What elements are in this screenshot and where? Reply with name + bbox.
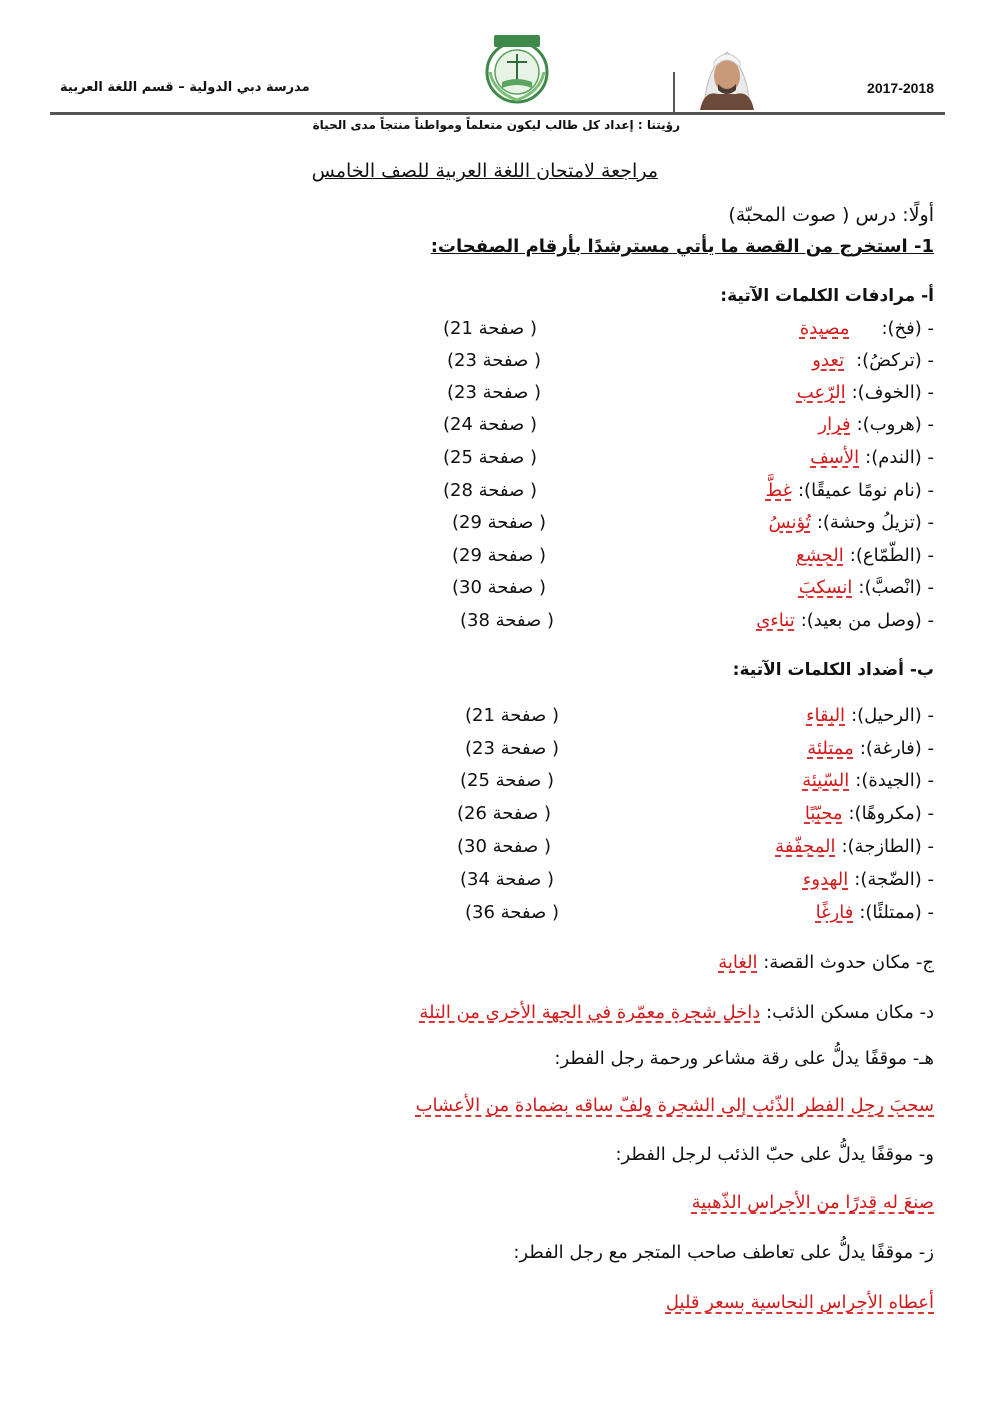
- synonym-answer: غطَّ: [765, 480, 792, 501]
- synonym-row: [799, 577, 934, 607]
- synonym-row: [812, 350, 934, 380]
- school-logo: [474, 32, 560, 108]
- antonym-word: - (الرحيل):: [851, 705, 934, 726]
- item-e-answer: سحبَ رجل الفطر الذّئب إلى الشجرة ولفّ ساقه بضمادة من الأعشاب: [415, 1095, 934, 1116]
- antonym-answer: السّيئة: [802, 770, 850, 791]
- page-ref: ( صفحة 28): [443, 480, 538, 501]
- question-1-heading: 1- استخرج من القصة ما يأتي مسترشدًا بأرقام الصفحات:: [430, 236, 934, 257]
- antonym-row: [802, 770, 934, 800]
- antonym-answer: محبّبًا: [804, 803, 843, 824]
- synonym-answer: الأسف: [810, 447, 860, 468]
- page-ref: ( صفحة 29): [452, 512, 547, 533]
- page-ref: ( صفحة 36): [465, 902, 560, 923]
- page-ref: ( صفحة 30): [457, 836, 552, 857]
- school-department-name: مدرسة دبي الدولية – قسم اللغة العربية: [60, 80, 310, 95]
- page-ref: ( صفحة 26): [457, 803, 552, 824]
- antonyms-heading: ب- أضداد الكلمات الآتية:: [732, 660, 934, 680]
- antonym-row: [816, 902, 934, 932]
- page-ref: ( صفحة 23): [447, 382, 542, 403]
- synonym-word: - (نام نومًا عميقًا):: [797, 480, 934, 501]
- synonym-word: - (فخ):: [881, 318, 934, 339]
- synonym-answer: مصيدة: [799, 318, 850, 339]
- item-c-answer: الغابة: [718, 952, 758, 973]
- antonym-answer: البقاء: [806, 705, 846, 726]
- antonym-word: - (الضّجة):: [854, 869, 934, 890]
- header-divider: [673, 72, 675, 112]
- item-d-label: د- مكان مسكن الذئب:: [766, 1002, 934, 1023]
- item-g-answer: أعطاه الأجراس النحاسية بسعر قليل: [665, 1292, 934, 1313]
- synonym-answer: فرار: [818, 414, 851, 435]
- synonym-answer: انسكبَ: [798, 577, 853, 598]
- academic-year: 2017-2018: [867, 80, 934, 96]
- item-d: [419, 1002, 934, 1023]
- synonym-word: - (الخوف):: [851, 382, 934, 403]
- page-ref: ( صفحة 24): [443, 414, 538, 435]
- antonym-word: - (فارغة):: [859, 738, 934, 759]
- synonym-answer: تعدو: [812, 350, 845, 371]
- page-title: مراجعة لامتحان اللغة العربية للصف الخامس: [311, 160, 658, 182]
- synonym-answer: الرّعب: [796, 382, 846, 403]
- page-ref: ( صفحة 21): [443, 318, 538, 339]
- synonym-word: - (انْصبَّ):: [858, 577, 934, 598]
- item-f-label: و- موقفًا يدلُّ على حبّ الذئب لرجل الفطر:: [615, 1144, 934, 1165]
- page-ref: ( صفحة 29): [452, 545, 547, 566]
- synonym-row: [769, 512, 934, 542]
- page-ref: ( صفحة 38): [460, 610, 555, 631]
- synonym-word: - (هروب):: [856, 414, 934, 435]
- item-f-answer: صنعَ له قِدرًا من الأجراس الذّهبية: [691, 1192, 934, 1213]
- antonym-answer: الهدوء: [802, 869, 849, 890]
- synonym-answer: الجشع: [796, 545, 844, 566]
- synonym-word: - (وصل من بعيد):: [800, 610, 934, 631]
- synonym-row: [818, 414, 934, 444]
- antonym-answer: فارغًا: [815, 902, 854, 923]
- sheikh-portrait: [692, 38, 762, 110]
- synonym-word: - (تزيلُ وحشة):: [816, 512, 934, 533]
- item-c: [718, 952, 934, 973]
- synonym-row: [810, 447, 934, 477]
- antonym-row: [805, 803, 934, 833]
- synonym-row: [797, 382, 934, 412]
- antonym-row: [806, 705, 934, 735]
- item-e-label: هـ- موقفًا يدلُّ على رقة مشاعر ورحمة رجل الفطر:: [554, 1048, 934, 1069]
- synonym-row: [756, 610, 934, 640]
- synonym-answer: تُؤنسُ: [768, 512, 811, 533]
- synonym-word: - (الندم):: [865, 447, 934, 468]
- header-rule: [50, 112, 945, 115]
- synonyms-heading: أ- مرادفات الكلمات الآتية:: [720, 286, 934, 306]
- page-ref: ( صفحة 30): [452, 577, 547, 598]
- antonym-word: - (ممتلئًا):: [859, 902, 934, 923]
- page-ref: ( صفحة 23): [447, 350, 542, 371]
- synonym-answer: تناءى: [756, 610, 795, 631]
- page-ref: ( صفحة 25): [443, 447, 538, 468]
- item-c-label: ج- مكان حدوث القصة:: [763, 952, 934, 973]
- synonym-row: [796, 545, 934, 575]
- item-g-label: ز- موقفًا يدلُّ على تعاطف صاحب المتجر مع رجل الفطر:: [513, 1242, 934, 1263]
- synonym-row: [800, 318, 934, 348]
- antonym-row: [807, 738, 934, 768]
- vision-statement: رؤيتنا : إعداد كل طالب ليكون متعلماً ومواطناً منتجاً مدى الحياة: [312, 118, 680, 132]
- antonym-row: [803, 869, 934, 899]
- page-ref: ( صفحة 21): [465, 705, 560, 726]
- antonym-answer: المجفّفة: [775, 836, 836, 857]
- item-d-answer: داخل شجرة معمّرة في الجهة الأخرى من التلة: [419, 1002, 761, 1023]
- synonym-word: - (تركضُ):: [856, 350, 934, 371]
- lesson-heading: أولًا: درس ( صوت المحبّة): [728, 204, 934, 226]
- page-ref: ( صفحة 23): [465, 738, 560, 759]
- page-ref: ( صفحة 34): [460, 869, 555, 890]
- antonym-word: - (مكروهًا):: [848, 803, 934, 824]
- antonym-word: - (الجيدة):: [855, 770, 934, 791]
- synonym-row: [765, 480, 934, 510]
- antonym-row: [775, 836, 934, 866]
- antonym-word: - (الطازجة):: [841, 836, 934, 857]
- synonym-word: - (الطّمّاع):: [849, 545, 934, 566]
- page-ref: ( صفحة 25): [460, 770, 555, 791]
- antonym-answer: ممتلئة: [807, 738, 854, 759]
